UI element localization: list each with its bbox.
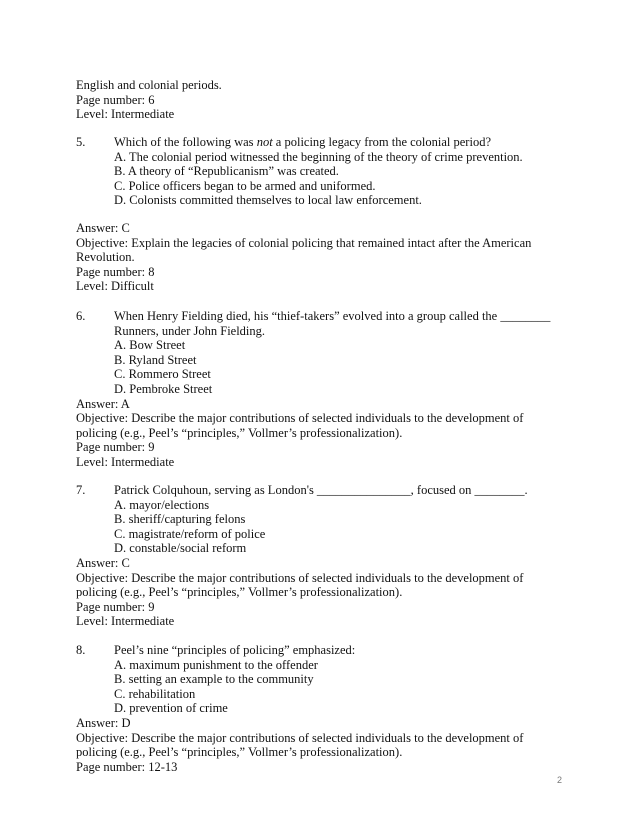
question-number: 6.	[76, 309, 86, 323]
question-number: 7.	[76, 483, 86, 497]
question-stem	[76, 309, 556, 338]
page-number: Page number: 12-13	[76, 759, 178, 774]
carryover-page-number: Page number: 6	[76, 92, 155, 107]
option-b: B. A theory of “Republicanism” was created.	[114, 164, 339, 179]
answer-block-5	[76, 221, 556, 294]
option-b: B. Ryland Street	[114, 352, 197, 367]
level: Level: Intermediate	[76, 454, 175, 469]
option-d: D. prevention of crime	[114, 701, 228, 716]
option-c: C. Rommero Street	[114, 367, 211, 382]
answer: Answer: C	[76, 221, 130, 235]
question-text: Patrick Colquhoun, serving as London's _______________, focused on ________.	[114, 483, 528, 497]
question-6	[76, 309, 556, 470]
option-b: B. setting an example to the community	[114, 672, 314, 687]
option-c: C. Police officers began to be armed and uniformed.	[114, 178, 376, 193]
question-number: 5.	[76, 135, 86, 149]
question-8	[76, 643, 556, 774]
carryover-level: Level: Intermediate	[76, 107, 175, 122]
level: Level: Difficult	[76, 279, 154, 294]
question-number: 8.	[76, 643, 86, 657]
question-5	[76, 135, 556, 208]
objective-line-2: Revolution.	[76, 250, 135, 265]
question-text-line-2: Runners, under John Fielding.	[114, 323, 266, 338]
question-text-emphasis: not	[256, 135, 273, 149]
option-c: C. rehabilitation	[114, 686, 196, 701]
question-stem	[76, 135, 556, 150]
level: Level: Intermediate	[76, 614, 175, 629]
option-d: D. constable/social reform	[114, 541, 247, 556]
objective-line-1: Objective: Describe the major contributions of selected individuals to the development of	[76, 570, 524, 585]
option-d: D. Colonists committed themselves to local law enforcement.	[114, 193, 422, 208]
question-7	[76, 483, 556, 629]
question-text-part: a policing legacy from the colonial period?	[272, 135, 491, 149]
answer: Answer: C	[76, 555, 130, 570]
objective-line-2: policing (e.g., Peel’s “principles,” Vollmer’s professionalization).	[76, 745, 403, 760]
page-number: Page number: 9	[76, 599, 155, 614]
question-stem	[76, 483, 556, 498]
objective-line-1: Objective: Explain the legacies of colonial policing that remained intact after the American	[76, 235, 532, 250]
objective-line-2: policing (e.g., Peel’s “principles,” Vollmer’s professionalization).	[76, 585, 403, 600]
page-number: Page number: 9	[76, 440, 155, 455]
option-a: A. mayor/elections	[114, 497, 210, 512]
objective-line-2: policing (e.g., Peel’s “principles,” Vollmer’s professionalization).	[76, 425, 403, 440]
question-text-line-1: When Henry Fielding died, his “thief-takers” evolved into a group called the ________	[114, 309, 551, 323]
option-b: B. sheriff/capturing felons	[114, 512, 246, 527]
question-text	[114, 135, 556, 150]
carryover-line: English and colonial periods.	[76, 78, 222, 92]
objective-line-1: Objective: Describe the major contributions of selected individuals to the development of	[76, 411, 524, 426]
question-stem	[76, 643, 556, 658]
option-a: A. maximum punishment to the offender	[114, 657, 318, 672]
answer: Answer: A	[76, 396, 130, 411]
option-d: D. Pembroke Street	[114, 381, 213, 396]
answer: Answer: D	[76, 715, 131, 730]
page-number: Page number: 8	[76, 264, 155, 279]
option-c: C. magistrate/reform of police	[114, 526, 266, 541]
option-a: A. Bow Street	[114, 338, 186, 353]
objective-line-1: Objective: Describe the major contributions of selected individuals to the development of	[76, 730, 524, 745]
carryover-block	[76, 78, 556, 122]
question-text-part: Which of the following was	[114, 135, 257, 149]
option-a: A. The colonial period witnessed the beginning of the theory of crime prevention.	[114, 149, 523, 164]
footer-page-number: 2	[556, 775, 562, 785]
question-text: Peel’s nine “principles of policing” emphasized:	[114, 643, 356, 657]
